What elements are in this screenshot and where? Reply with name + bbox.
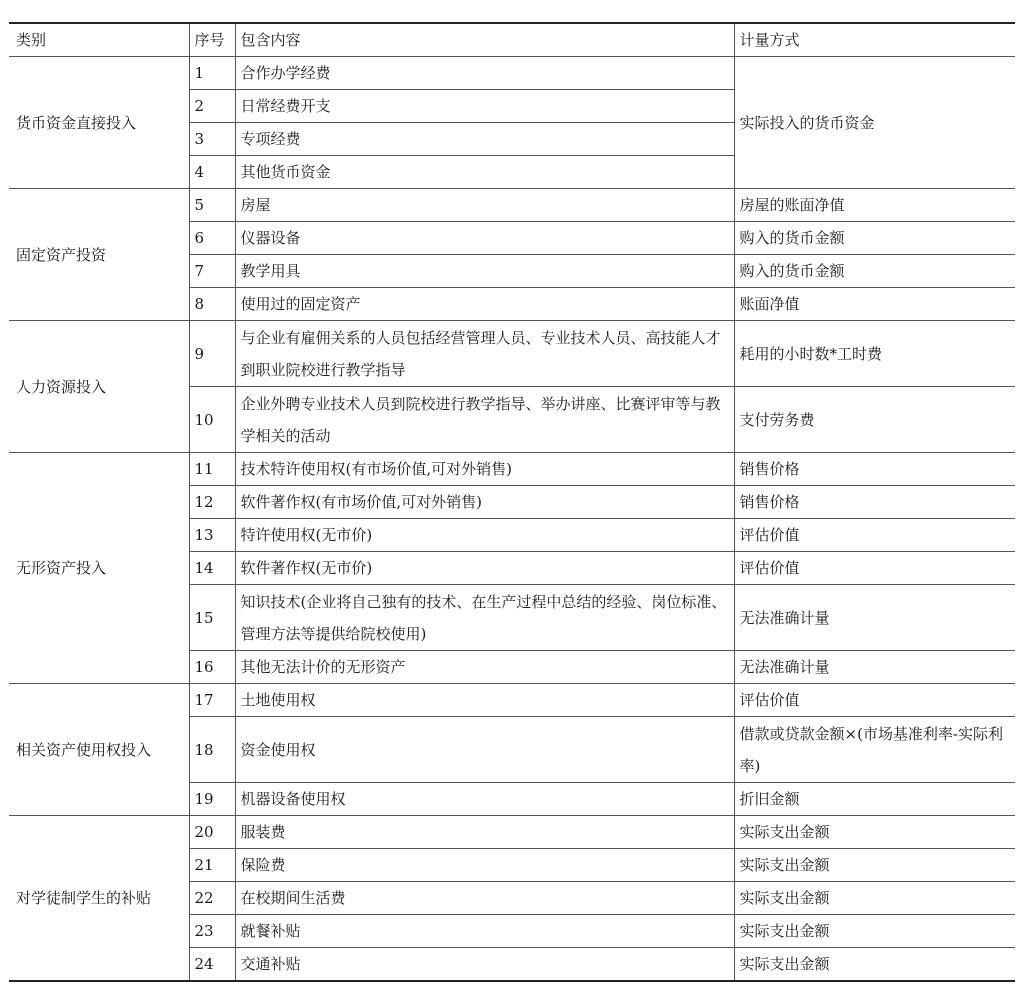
content-cell: 就餐补贴	[235, 915, 734, 948]
seq-cell: 7	[189, 255, 235, 288]
seq-cell: 1	[189, 57, 235, 90]
category-cell: 相关资产使用权投入	[9, 684, 189, 816]
method-cell: 实际支出金额	[734, 915, 1015, 948]
seq-cell: 16	[189, 651, 235, 684]
method-cell: 账面净值	[734, 288, 1015, 321]
content-cell: 软件著作权(有市场价值,可对外销售)	[235, 486, 734, 519]
header-content: 包含内容	[235, 23, 734, 57]
method-cell: 支付劳务费	[734, 387, 1015, 453]
seq-cell: 19	[189, 783, 235, 816]
content-cell: 特许使用权(无市价)	[235, 519, 734, 552]
content-cell: 保险费	[235, 849, 734, 882]
seq-cell: 17	[189, 684, 235, 717]
seq-cell: 8	[189, 288, 235, 321]
seq-cell: 11	[189, 453, 235, 486]
seq-cell: 18	[189, 717, 235, 783]
seq-cell: 15	[189, 585, 235, 651]
method-cell: 实际支出金额	[734, 849, 1015, 882]
header-seq: 序号	[189, 23, 235, 57]
method-cell: 实际支出金额	[734, 882, 1015, 915]
seq-cell: 3	[189, 123, 235, 156]
category-cell: 人力资源投入	[9, 321, 189, 453]
content-cell: 使用过的固定资产	[235, 288, 734, 321]
content-cell: 服装费	[235, 816, 734, 849]
header-category: 类别	[9, 23, 189, 57]
method-cell: 评估价值	[734, 684, 1015, 717]
seq-cell: 24	[189, 948, 235, 982]
table-row	[9, 684, 1015, 717]
header-row	[9, 23, 1015, 57]
method-cell: 无法准确计量	[734, 585, 1015, 651]
seq-cell: 6	[189, 222, 235, 255]
category-cell: 固定资产投资	[9, 189, 189, 321]
content-cell: 资金使用权	[235, 717, 734, 783]
content-cell: 仪器设备	[235, 222, 734, 255]
investment-measurement-table	[9, 22, 1015, 982]
header-method: 计量方式	[734, 23, 1015, 57]
seq-cell: 4	[189, 156, 235, 189]
content-cell: 日常经费开支	[235, 90, 734, 123]
table-row	[9, 57, 1015, 90]
method-cell: 购入的货币金额	[734, 222, 1015, 255]
content-cell: 交通补贴	[235, 948, 734, 982]
category-cell: 无形资产投入	[9, 453, 189, 684]
method-cell: 折旧金额	[734, 783, 1015, 816]
method-cell: 耗用的小时数*工时费	[734, 321, 1015, 387]
method-cell: 销售价格	[734, 486, 1015, 519]
table-row	[9, 189, 1015, 222]
content-cell: 技术特许使用权(有市场价值,可对外销售)	[235, 453, 734, 486]
seq-cell: 2	[189, 90, 235, 123]
method-cell: 实际支出金额	[734, 948, 1015, 982]
table-row	[9, 453, 1015, 486]
method-cell: 实际支出金额	[734, 816, 1015, 849]
table-row	[9, 321, 1015, 387]
seq-cell: 10	[189, 387, 235, 453]
category-cell: 对学徒制学生的补贴	[9, 816, 189, 982]
content-cell: 土地使用权	[235, 684, 734, 717]
method-cell: 销售价格	[734, 453, 1015, 486]
seq-cell: 12	[189, 486, 235, 519]
seq-cell: 23	[189, 915, 235, 948]
seq-cell: 13	[189, 519, 235, 552]
content-cell: 软件著作权(无市价)	[235, 552, 734, 585]
content-cell: 企业外聘专业技术人员到院校进行教学指导、举办讲座、比赛评审等与教学相关的活动	[235, 387, 734, 453]
category-cell: 货币资金直接投入	[9, 57, 189, 189]
method-cell: 评估价值	[734, 519, 1015, 552]
method-cell: 借款或贷款金额×(市场基准利率-实际利率)	[734, 717, 1015, 783]
method-cell: 无法准确计量	[734, 651, 1015, 684]
content-cell: 与企业有雇佣关系的人员包括经营管理人员、专业技术人员、高技能人才到职业院校进行教学指导	[235, 321, 734, 387]
method-cell: 评估价值	[734, 552, 1015, 585]
method-cell: 房屋的账面净值	[734, 189, 1015, 222]
content-cell: 其他货币资金	[235, 156, 734, 189]
method-cell: 实际投入的货币资金	[734, 57, 1015, 189]
table-row	[9, 816, 1015, 849]
seq-cell: 5	[189, 189, 235, 222]
seq-cell: 21	[189, 849, 235, 882]
seq-cell: 9	[189, 321, 235, 387]
method-cell: 购入的货币金额	[734, 255, 1015, 288]
content-cell: 教学用具	[235, 255, 734, 288]
content-cell: 专项经费	[235, 123, 734, 156]
seq-cell: 20	[189, 816, 235, 849]
content-cell: 合作办学经费	[235, 57, 734, 90]
content-cell: 其他无法计价的无形资产	[235, 651, 734, 684]
content-cell: 机器设备使用权	[235, 783, 734, 816]
content-cell: 知识技术(企业将自己独有的技术、在生产过程中总结的经验、岗位标准、管理方法等提供给院校使用)	[235, 585, 734, 651]
seq-cell: 22	[189, 882, 235, 915]
content-cell: 房屋	[235, 189, 734, 222]
seq-cell: 14	[189, 552, 235, 585]
content-cell: 在校期间生活费	[235, 882, 734, 915]
